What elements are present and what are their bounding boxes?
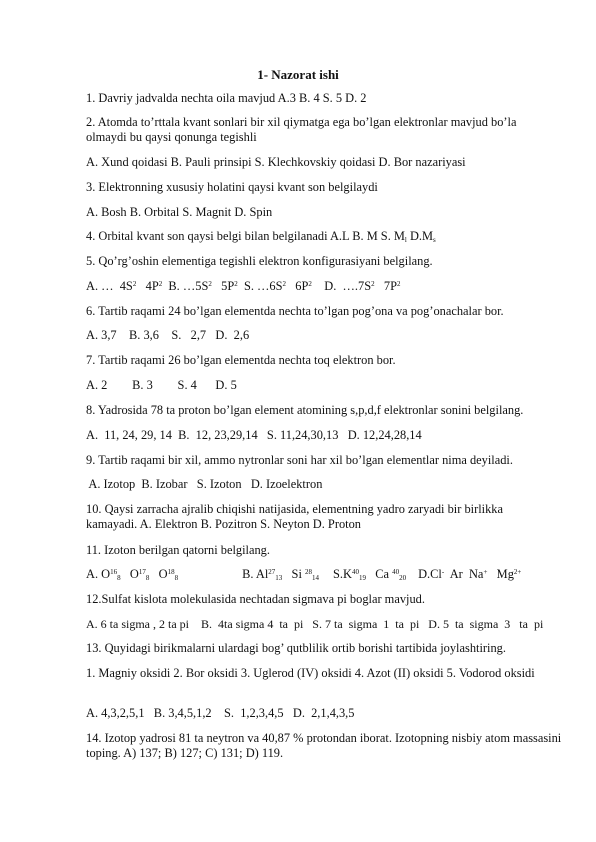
question-5: 5. Qo’rg’oshin elementiga tegishli elektron konfigurasiyani belgilang. (86, 254, 433, 268)
question-2-options: A. Xund qoidasi B. Pauli prinsipi S. Klechkovskiy qoidasi D. Bor nazariyasi (86, 155, 466, 169)
option-s-part: 6P (286, 279, 309, 293)
superscript: 2 (308, 280, 312, 288)
superscript: 2+ (513, 568, 522, 576)
superscript: 2 (282, 280, 287, 288)
question-2: 2. Atomda to’rttala kvant sonlari bir xil qiymatga ega bo’lgan elektronlar mavjud bo’la olmaydi bu qaysi qonunga tegishli (86, 115, 517, 144)
question-9-options: A. Izotop B. Izobar S. Izoton D. Izoelektron (86, 477, 323, 491)
question-3-options: A. Bosh B. Orbital S. Magnit D. Spin (86, 205, 273, 219)
option-a-part: 4P (136, 279, 159, 293)
question-4-mid: D.M (406, 229, 434, 243)
question-8: 8. Yadrosida 78 ta proton bo’lgan element atomining s,p,d,f elektronlar sonini belgilang. (86, 403, 524, 417)
question-11: 11. Izoton berilgan qatorni belgilang. (86, 543, 270, 557)
question-4-text: 4. Orbital kvant son qaysi belgi bilan belgilanadi A.L B. M S. M (86, 229, 405, 243)
superscript: - (441, 568, 445, 576)
question-3: 3. Elektronning xususiy holatini qaysi kvant son belgilaydi (86, 180, 378, 194)
superscript: 16 (110, 568, 118, 576)
option-a: A. … 4S (86, 279, 133, 293)
question-7-options: A. 2 B. 3 S. 4 D. 5 (86, 378, 237, 392)
subscript: 8 (145, 574, 150, 582)
question-8-options: A. 11, 24, 29, 14 B. 12, 23,29,14 S. 11,24,30,13 D. 12,24,28,14 (86, 428, 422, 442)
superscript: 28 (305, 568, 312, 576)
question-6: 6. Tartib raqami 24 bo’lgan elementda nechta to’lgan pog’ona va pog’onachalar bor. (86, 304, 504, 318)
superscript: 27 (268, 568, 276, 576)
option-d-part: Mg (487, 567, 514, 581)
question-4 (86, 229, 566, 244)
question-13-options: A. 4,3,2,5,1 B. 3,4,5,1,2 S. 1,2,3,4,5 D. 2,1,4,3,5 (86, 706, 355, 720)
superscript: 2 (234, 280, 238, 288)
question-12-options: A. 6 ta sigma , 2 ta pi B. 4ta sigma 4 ta pi S. 7 ta sigma 1 ta pi D. 5 ta sigma 3 ta pi (86, 617, 544, 631)
option-b: B. Al (242, 567, 269, 581)
subscript: 8 (174, 574, 179, 582)
option-a: A. O (86, 567, 111, 581)
question-6-options: A. 3,7 B. 3,6 S. 2,7 D. 2,6 (86, 328, 250, 342)
question-14: 14. Izotop yadrosi 81 ta neytron va 40,87 % protondan iborat. Izotopning nisbiy atom massasini toping. A) 137; B) 127; C) 131; D) 119. (86, 731, 562, 760)
question-10: 10. Qaysi zarracha ajralib chiqishi natijasida, elementning yadro zaryadi bir birlikka kamayadi. A. Elektron B. Pozitron S. Neyton D. Proton (86, 502, 503, 531)
option-b-part: Si (282, 567, 305, 581)
option-b: B. …5S (162, 279, 209, 293)
question-7: 7. Tartib raqami 26 bo’lgan elementda nechta toq elektron bor. (86, 353, 396, 367)
question-12: 12.Sulfat kislota molekulasida nechtadan sigmava pi boglar mavjud. (86, 592, 425, 606)
superscript: 2 (397, 280, 401, 288)
option-a-part: O (120, 567, 139, 581)
superscript: 2 (371, 280, 375, 288)
subscript: s (433, 236, 436, 244)
option-b-part: 5P (211, 279, 235, 293)
option-s: S. …6S (237, 279, 283, 293)
superscript: 2 (158, 280, 163, 288)
question-13: 13. Quyidagi birikmalarni ulardagi bog’ qutblilik ortib borishi tartibida joylashtiring. (86, 641, 506, 655)
option-d: D. ….7S (311, 279, 372, 293)
subscript: l (404, 236, 407, 244)
question-9: 9. Tartib raqami bir xil, ammo nytronlar soni har xil bo’lgan elementlar nima deyiladi. (86, 453, 513, 467)
superscript: + (483, 568, 488, 576)
superscript: 18 (167, 568, 175, 576)
option-d-part: 7P (374, 279, 398, 293)
page-title: 1- Nazorat ishi (257, 67, 339, 82)
option-d: D.Cl (418, 567, 442, 581)
subscript: 20 (399, 574, 407, 582)
option-d-part: Ar Na (444, 567, 484, 581)
subscript: 8 (117, 574, 121, 582)
subscript: 13 (275, 574, 283, 582)
subscript: 19 (358, 574, 366, 582)
superscript: 40 (392, 568, 400, 576)
question-1: 1. Davriy jadvalda nechta oila mavjud A.3 B. 4 S. 5 D. 2 (86, 91, 367, 105)
subscript: 14 (312, 574, 319, 582)
superscript: 2 (132, 280, 137, 288)
question-5-options (86, 279, 566, 294)
superscript: 40 (351, 568, 359, 576)
option-a-part: O (149, 567, 168, 581)
question-11-options (86, 567, 566, 582)
superscript: 17 (138, 568, 146, 576)
option-s: S.K (333, 567, 352, 581)
superscript: 2 (208, 280, 212, 288)
question-13-items: 1. Magniy oksidi 2. Bor oksidi 3. Uglerod (IV) oksidi 4. Azot (II) oksidi 5. Vodorod oksidi (86, 666, 535, 680)
option-s-part: Ca (365, 567, 393, 581)
